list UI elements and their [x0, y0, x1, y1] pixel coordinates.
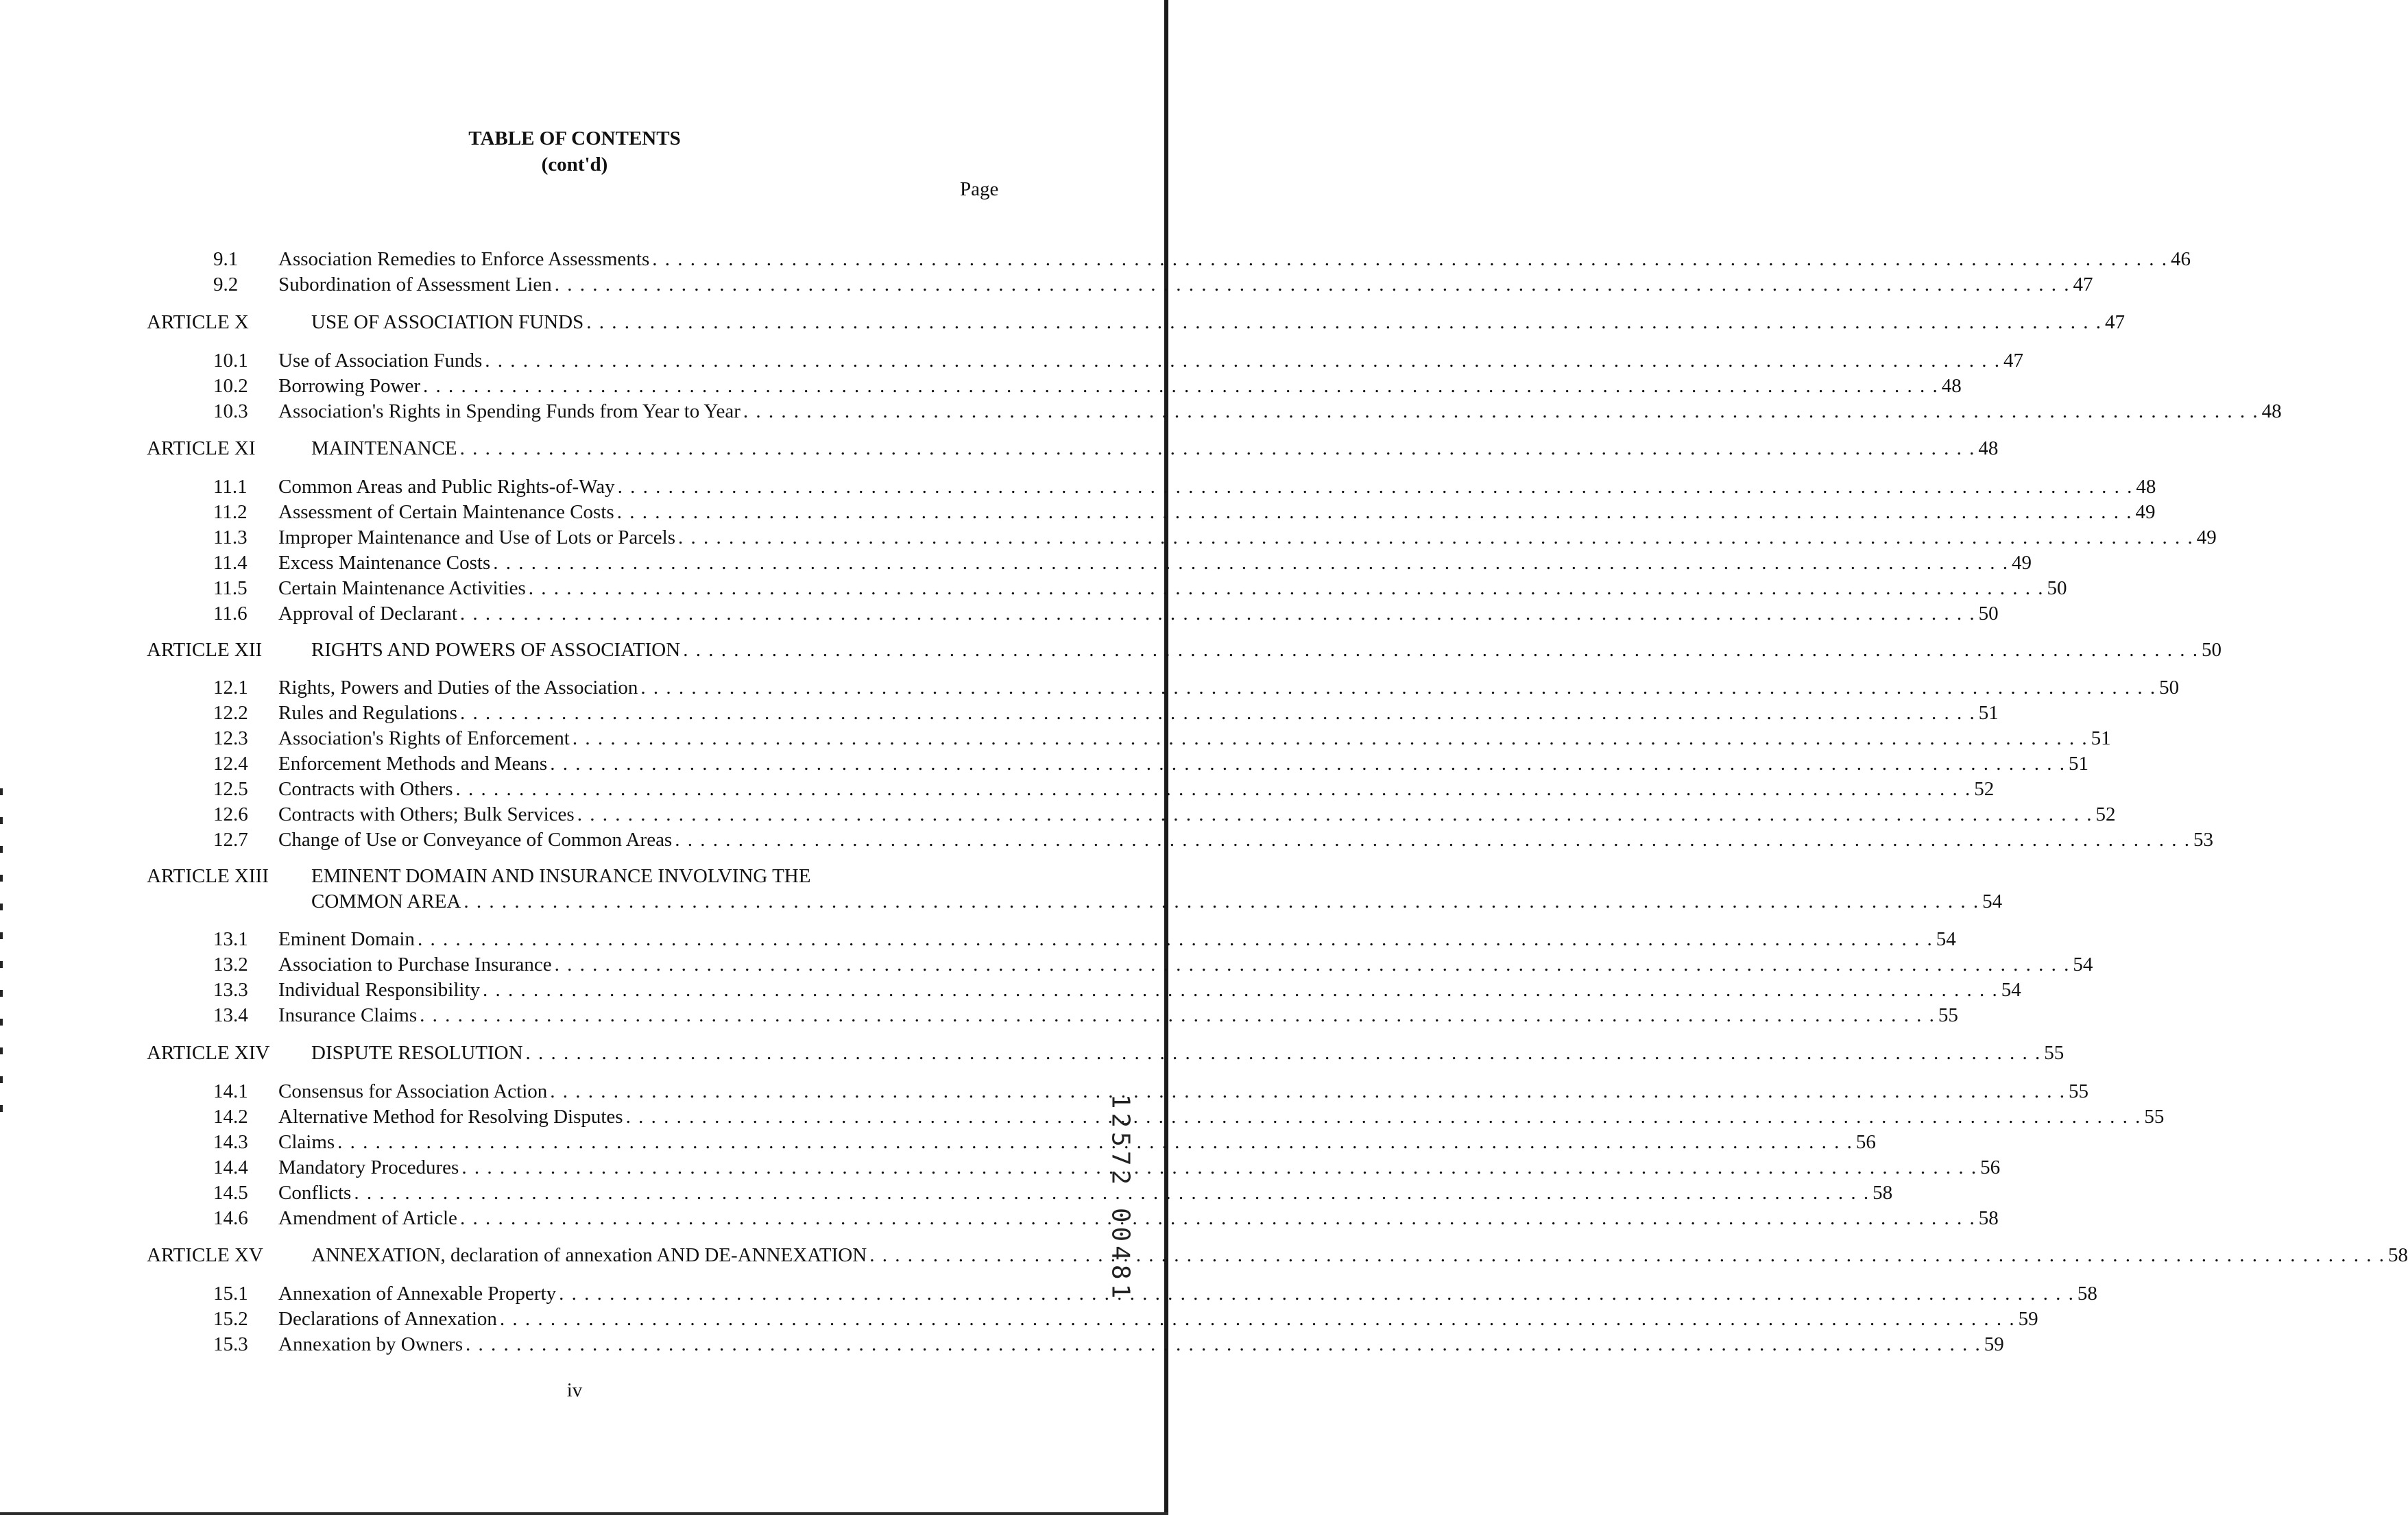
toc-section-row: [0, 952, 2093, 978]
entry-title: Certain Maintenance Activities: [278, 577, 526, 599]
entry-page: 58: [2077, 1283, 2097, 1305]
entry-title: Eminent Domain: [278, 928, 415, 950]
dot-leader: . . . . . . . . . . . . . . . . . . . . . . . . . . . . . . . . . . . . . . . . . . . . . . . . . . . . . . . . . . . . . . . . . . . . . . . . . . . . . . . . . . . . . . . . . . . . . . . . . . . . . . . . . . . . . . . . . . . . . . . .: [617, 476, 2134, 498]
toc-entry: [278, 751, 2088, 777]
entry-page: 54: [1982, 890, 2003, 912]
toc-section-row: [0, 474, 2156, 500]
section-number: 12.1: [213, 677, 248, 699]
dot-leader: . . . . . . . . . . . . . . . . . . . . . . . . . . . . . . . . . . . . . . . . . . . . . . . . . . . . . . . . . . . . . . . . . . . . . . . . . . . . . . . . . . . . . . . . . . . . . . . . . . . . . . . . . . . . . . . . . . . . . . . .: [455, 778, 1972, 800]
section-number: 14.6: [213, 1207, 248, 1229]
entry-title: Association to Purchase Insurance: [278, 954, 552, 975]
document-stamp-text: 12572 00481: [1106, 1093, 1135, 1303]
toc-section-row: [0, 1104, 2165, 1130]
article-number: ARTICLE XV: [147, 1244, 263, 1266]
toc-entry: [278, 978, 2021, 1003]
dot-leader: . . . . . . . . . . . . . . . . . . . . . . . . . . . . . . . . . . . . . . . . . . . . . . . . . . . . . . . . . . . . . . . . . . . . . . . . . . . . . . . . . . . . . . . . . . . . . . . . . . . . . . . . . . . . . . . . . . . . . . . .: [616, 501, 2133, 523]
dot-leader: . . . . . . . . . . . . . . . . . . . . . . . . . . . . . . . . . . . . . . . . . . . . . . . . . . . . . . . . . . . . . . . . . . . . . . . . . . . . . . . . . . . . . . . . . . . . . . . . . . . . . . . . . . . . . . . . . . . . . . . .: [554, 274, 2071, 295]
toc-article-row: [0, 864, 2003, 914]
toc-section-row: [0, 777, 1995, 802]
dot-leader: . . . . . . . . . . . . . . . . . . . . . . . . . . . . . . . . . . . . . . . . . . . . . . . . . . . . . . . . . . . . . . . . . . . . . . . . . . . . . . . . . . . . . . . . . . . . . . . . . . . . . . . . . . . . . . . . . . . . . . . .: [499, 1308, 2016, 1330]
toc-section-row: [0, 525, 2217, 550]
dot-leader: . . . . . . . . . . . . . . . . . . . . . . . . . . . . . . . . . . . . . . . . . . . . . . . . . . . . . . . . . . . . . . . . . . . . . . . . . . . . . . . . . . . . . . . . . . . . . . . . . . . . . . . . . . . . . . . . . . . . . . . .: [550, 753, 2066, 775]
toc-section-row: [0, 1003, 1958, 1028]
section-number: 9.1: [213, 248, 239, 270]
toc-entry: [311, 889, 2003, 914]
toc-entry: [278, 1155, 2001, 1180]
toc-section-row: [0, 675, 2180, 701]
entry-title: Improper Maintenance and Use of Lots or Parcels: [278, 526, 675, 548]
entry-page: 50: [2159, 677, 2180, 699]
entry-title: Amendment of Article: [278, 1207, 457, 1229]
dot-leader: . . . . . . . . . . . . . . . . . . . . . . . . . . . . . . . . . . . . . . . . . . . . . . . . . . . . . . . . . . . . . . . . . . . . . . . . . . . . . . . . . . . . . . . . . . . . . . . . . . . . . . . . . . . . . . . . . . . . . . . .: [485, 350, 2001, 372]
page-number: iv: [566, 1379, 583, 1401]
toc-entry: [278, 1332, 2004, 1357]
entry-page: 48: [1978, 437, 1999, 459]
section-number: 14.1: [213, 1080, 248, 1102]
dot-leader: . . . . . . . . . . . . . . . . . . . . . . . . . . . . . . . . . . . . . . . . . . . . . . . . . . . . . . . . . . . . . . . . . . . . . . . . . . . . . . . . . . . . . . . . . . . . . . . . . . . . . . . . . . . . . . . . . . . . . . . .: [640, 677, 2157, 699]
dot-leader: . . . . . . . . . . . . . . . . . . . . . . . . . . . . . . . . . . . . . . . . . . . . . . . . . . . . . . . . . . . . . . . . . . . . . . . . . . . . . . . . . . . . . . . . . . . . . . . . . . . . . . . . . . . . . . . . . . . . . . . .: [354, 1182, 1870, 1204]
dot-leader: . . . . . . . . . . . . . . . . . . . . . . . . . . . . . . . . . . . . . . . . . . . . . . . . . . . . . . . . . . . . . . . . . . . . . . . . . . . . . . . . . . . . . . . . . . . . . . . . . . . . . . . . . . . . . . . . . . . . . . . .: [525, 1042, 2042, 1064]
article-number: ARTICLE XII: [147, 639, 263, 661]
entry-page: 46: [2171, 248, 2191, 270]
entry-page: 56: [1980, 1156, 2001, 1178]
entry-title: Declarations of Annexation: [278, 1308, 497, 1330]
dot-leader: . . . . . . . . . . . . . . . . . . . . . . . . . . . . . . . . . . . . . . . . . . . . . . . . . . . . . . . . . . . . . . . . . . . . . . . . . . . . . . . . . . . . . . . . . . . . . . . . . . . . . . . . . . . . . . . . . . . . . . . .: [652, 248, 2168, 270]
section-number: 11.5: [213, 577, 248, 599]
entry-title: Conflicts: [278, 1182, 352, 1204]
entry-page: 54: [2073, 954, 2093, 975]
toc-entry: [311, 1243, 2408, 1268]
entry-page: 58: [1873, 1182, 1893, 1204]
dot-leader: . . . . . . . . . . . . . . . . . . . . . . . . . . . . . . . . . . . . . . . . . . . . . . . . . . . . . . . . . . . . . . . . . . . . . . . . . . . . . . . . . . . . . . . . . . . . . . . . . . . . . . . . . . . . . . . . . . . . . . . .: [572, 727, 2088, 749]
dot-leader: . . . . . . . . . . . . . . . . . . . . . . . . . . . . . . . . . . . . . . . . . . . . . . . . . . . . . . . . . . . . . . . . . . . . . . . . . . . . . . . . . . . . . . . . . . . . . . . . . . . . . . . . . . . . . . . . . . . . . . . .: [554, 954, 2071, 975]
toc-subtitle: (cont'd): [541, 154, 608, 175]
entry-page: 54: [1936, 928, 1956, 950]
toc-entry: [278, 500, 2156, 525]
entry-title: Excess Maintenance Costs: [278, 552, 491, 574]
section-number: 14.5: [213, 1182, 248, 1204]
entry-title: Association's Rights in Spending Funds from Year to Year: [278, 400, 741, 422]
toc-entry: [278, 1003, 1958, 1028]
entry-title: Common Areas and Public Rights-of-Way: [278, 476, 615, 498]
toc-entry: [278, 272, 2093, 298]
toc-entry: [278, 1206, 1999, 1231]
section-number: 12.4: [213, 753, 248, 775]
dot-leader: . . . . . . . . . . . . . . . . . . . . . . . . . . . . . . . . . . . . . . . . . . . . . . . . . . . . . . . . . . . . . . . . . . . . . . . . . . . . . . . . . . . . . . . . . . . . . . . . . . . . . . . . . . . . . . . . . . . . . . . .: [459, 603, 1976, 625]
entry-page: 48: [2136, 476, 2156, 498]
dot-leader: . . . . . . . . . . . . . . . . . . . . . . . . . . . . . . . . . . . . . . . . . . . . . . . . . . . . . . . . . . . . . . . . . . . . . . . . . . . . . . . . . . . . . . . . . . . . . . . . . . . . . . . . . . . . . . . . . . . . . . . .: [577, 803, 2093, 825]
toc-entry: [278, 802, 2116, 827]
toc-section-row: [0, 1180, 1893, 1206]
section-number: 14.4: [213, 1156, 248, 1178]
toc-entry: [278, 927, 1956, 952]
dot-leader: . . . . . . . . . . . . . . . . . . . . . . . . . . . . . . . . . . . . . . . . . . . . . . . . . . . . . . . . . . . . . . . . . . . . . . . . . . . . . . . . . . . . . . . . . . . . . . . . . . . . . . . . . . . . . . . . . . . . . . . .: [675, 829, 2191, 851]
entry-page: 54: [2001, 979, 2021, 1001]
entry-title: USE OF ASSOCIATION FUNDS: [311, 311, 584, 333]
toc-section-row: [0, 1079, 2089, 1104]
toc-section-row: [0, 247, 2191, 272]
section-number: 14.2: [213, 1106, 248, 1128]
section-number: 13.4: [213, 1004, 248, 1026]
toc-entry: [278, 474, 2156, 500]
entry-title: Mandatory Procedures: [278, 1156, 459, 1178]
toc-entry: [278, 374, 1962, 399]
toc-section-row: [0, 1130, 1876, 1155]
toc-section-row: [0, 927, 1956, 952]
entry-page: 55: [2069, 1080, 2089, 1102]
dot-leader: . . . . . . . . . . . . . . . . . . . . . . . . . . . . . . . . . . . . . . . . . . . . . . . . . . . . . . . . . . . . . . . . . . . . . . . . . . . . . . . . . . . . . . . . . . . . . . . . . . . . . . . . . . . . . . . . . . . . . . . .: [483, 979, 1999, 1001]
section-number: 10.3: [213, 400, 248, 422]
toc-entry: [311, 436, 1999, 461]
section-number: 15.2: [213, 1308, 248, 1330]
entry-page: 58: [1978, 1207, 1999, 1229]
toc-article-row: [0, 1041, 2064, 1066]
toc-section-row: [0, 701, 1999, 726]
toc-section-row: [0, 827, 2213, 853]
toc-entry: [278, 827, 2213, 853]
toc-entry: [278, 576, 2067, 601]
entry-title: Alternative Method for Resolving Disputes: [278, 1106, 623, 1128]
entry-title: Subordination of Assessment Lien: [278, 274, 552, 295]
toc-entry: [278, 701, 1999, 726]
toc-entry: [278, 348, 2023, 374]
dot-leader: . . . . . . . . . . . . . . . . . . . . . . . . . . . . . . . . . . . . . . . . . . . . . . . . . . . . . . . . . . . . . . . . . . . . . . . . . . . . . . . . . . . . . . . . . . . . . . . . . . . . . . . . . . . . . . . . . . . . . . . .: [466, 1333, 1982, 1355]
toc-entry: [278, 1180, 1893, 1206]
entry-page: 59: [1984, 1333, 2004, 1355]
toc-article-row: [0, 436, 1999, 461]
toc-section-row: [0, 374, 1962, 399]
dot-leader: . . . . . . . . . . . . . . . . . . . . . . . . . . . . . . . . . . . . . . . . . . . . . . . . . . . . . . . . . . . . . . . . . . . . . . . . . . . . . . . . . . . . . . . . . . . . . . . . . . . . . . . . . . . . . . . . . . . . . . . .: [417, 928, 1934, 950]
dot-leader: . . . . . . . . . . . . . . . . . . . . . . . . . . . . . . . . . . . . . . . . . . . . . . . . . . . . . . . . . . . . . . . . . . . . . . . . . . . . . . . . . . . . . . . . . . . . . . . . . . . . . . . . . . . . . . . . . . . . . . . .: [550, 1080, 2067, 1102]
entry-page: 53: [2193, 829, 2213, 851]
toc-section-row: [0, 1307, 2038, 1332]
entry-page: 51: [2091, 727, 2111, 749]
toc-section-row: [0, 726, 2111, 751]
section-number: 13.2: [213, 954, 248, 975]
entry-page: 49: [2012, 552, 2032, 574]
entry-title: DISPUTE RESOLUTION: [311, 1042, 523, 1064]
toc-entry: [278, 675, 2180, 701]
article-number: ARTICLE XI: [147, 437, 256, 459]
dot-leader: . . . . . . . . . . . . . . . . . . . . . . . . . . . . . . . . . . . . . . . . . . . . . . . . . . . . . . . . . . . . . . . . . . . . . . . . . . . . . . . . . . . . . . . . . . . . . . . . . . . . . . . . . . . . . . . . . . . . . . . .: [337, 1131, 1853, 1153]
toc-title: TABLE OF CONTENTS: [468, 128, 681, 149]
entry-page: 48: [2261, 400, 2282, 422]
entry-page: 56: [1855, 1131, 1876, 1153]
entry-page: 51: [2068, 753, 2088, 775]
entry-title: Association's Rights of Enforcement: [278, 727, 570, 749]
entry-page: 55: [2044, 1042, 2064, 1064]
article-number: ARTICLE X: [147, 311, 249, 333]
toc-entry: [278, 550, 2032, 576]
entry-title: Approval of Declarant: [278, 603, 457, 625]
toc-section-row: [0, 550, 2032, 576]
section-number: 14.3: [213, 1131, 248, 1153]
entry-page: 59: [2018, 1308, 2038, 1330]
entry-title: Contracts with Others; Bulk Services: [278, 803, 575, 825]
toc-article-row: [0, 638, 2222, 663]
entry-page: 55: [2144, 1106, 2165, 1128]
entry-title: Individual Responsibility: [278, 979, 481, 1001]
dot-leader: . . . . . . . . . . . . . . . . . . . . . . . . . . . . . . . . . . . . . . . . . . . . . . . . . . . . . . . . . . . . . . . . . . . . . . . . . . . . . . . . . . . . . . . . . . . . . . . . . . . . . . . . . . . . . . . . . . . . . . . .: [420, 1004, 1936, 1026]
section-number: 11.2: [213, 501, 248, 523]
toc-entry: [278, 1104, 2165, 1130]
dot-leader: . . . . . . . . . . . . . . . . . . . . . . . . . . . . . . . . . . . . . . . . . . . . . . . . . . . . . . . . . . . . . . . . . . . . . . . . . . . . . . . . . . . . . . . . . . . . . . . . . . . . . . . . . . . . . . . . . . . . . . . .: [459, 1207, 1976, 1229]
entry-page: 50: [1978, 603, 1999, 625]
entry-title: COMMON AREA: [311, 890, 461, 912]
section-number: 10.1: [213, 350, 248, 372]
toc-section-row: [0, 1206, 1999, 1231]
toc-entry: [278, 1281, 2097, 1307]
entry-page: 52: [1974, 778, 1995, 800]
entry-title: Use of Association Funds: [278, 350, 483, 372]
section-number: 13.1: [213, 928, 248, 950]
dot-leader: . . . . . . . . . . . . . . . . . . . . . . . . . . . . . . . . . . . . . . . . . . . . . . . . . . . . . . . . . . . . . . . . . . . . . . . . . . . . . . . . . . . . . . . . . . . . . . . . . . . . . . . . . . . . . . . . . . . . . . . .: [869, 1244, 2385, 1266]
toc-article-row: [0, 310, 2125, 335]
toc-entry: [278, 399, 2282, 424]
entry-title: Insurance Claims: [278, 1004, 418, 1026]
toc-section-row: [0, 272, 2093, 298]
dot-leader: . . . . . . . . . . . . . . . . . . . . . . . . . . . . . . . . . . . . . . . . . . . . . . . . . . . . . . . . . . . . . . . . . . . . . . . . . . . . . . . . . . . . . . . . . . . . . . . . . . . . . . . . . . . . . . . . . . . . . . . .: [625, 1106, 2142, 1128]
entry-title: RIGHTS AND POWERS OF ASSOCIATION: [311, 639, 681, 661]
page-column-label: Page: [960, 178, 999, 200]
toc-section-row: [0, 1155, 2001, 1180]
dot-leader: . . . . . . . . . . . . . . . . . . . . . . . . . . . . . . . . . . . . . . . . . . . . . . . . . . . . . . . . . . . . . . . . . . . . . . . . . . . . . . . . . . . . . . . . . . . . . . . . . . . . . . . . . . . . . . . . . . . . . . . .: [743, 400, 2259, 422]
article-title-line: EMINENT DOMAIN AND INSURANCE INVOLVING THE: [311, 865, 811, 887]
entry-title: Annexation of Annexable Property: [278, 1283, 557, 1305]
entry-page: 49: [2135, 501, 2156, 523]
section-number: 11.3: [213, 526, 248, 548]
entry-title: Association Remedies to Enforce Assessments: [278, 248, 650, 270]
dot-leader: . . . . . . . . . . . . . . . . . . . . . . . . . . . . . . . . . . . . . . . . . . . . . . . . . . . . . . . . . . . . . . . . . . . . . . . . . . . . . . . . . . . . . . . . . . . . . . . . . . . . . . . . . . . . . . . . . . . . . . . .: [586, 311, 2102, 333]
dot-leader: . . . . . . . . . . . . . . . . . . . . . . . . . . . . . . . . . . . . . . . . . . . . . . . . . . . . . . . . . . . . . . . . . . . . . . . . . . . . . . . . . . . . . . . . . . . . . . . . . . . . . . . . . . . . . . . . . . . . . . . .: [528, 577, 2045, 599]
entry-page: 50: [2201, 639, 2222, 661]
dot-leader: . . . . . . . . . . . . . . . . . . . . . . . . . . . . . . . . . . . . . . . . . . . . . . . . . . . . . . . . . . . . . . . . . . . . . . . . . . . . . . . . . . . . . . . . . . . . . . . . . . . . . . . . . . . . . . . . . . . . . . . .: [423, 375, 1939, 397]
entry-page: 51: [1978, 702, 1999, 724]
toc-section-row: [0, 601, 1999, 627]
section-number: 12.7: [213, 829, 248, 851]
dot-leader: . . . . . . . . . . . . . . . . . . . . . . . . . . . . . . . . . . . . . . . . . . . . . . . . . . . . . . . . . . . . . . . . . . . . . . . . . . . . . . . . . . . . . . . . . . . . . . . . . . . . . . . . . . . . . . . . . . . . . . . .: [463, 890, 1980, 912]
document-stamp: [1106, 1093, 1135, 1303]
dot-leader: . . . . . . . . . . . . . . . . . . . . . . . . . . . . . . . . . . . . . . . . . . . . . . . . . . . . . . . . . . . . . . . . . . . . . . . . . . . . . . . . . . . . . . . . . . . . . . . . . . . . . . . . . . . . . . . . . . . . . . . .: [493, 552, 2010, 574]
toc-entry: [278, 952, 2093, 978]
entry-title: Annexation by Owners: [278, 1333, 463, 1355]
entry-page: 47: [2073, 274, 2093, 295]
dot-leader: . . . . . . . . . . . . . . . . . . . . . . . . . . . . . . . . . . . . . . . . . . . . . . . . . . . . . . . . . . . . . . . . . . . . . . . . . . . . . . . . . . . . . . . . . . . . . . . . . . . . . . . . . . . . . . . . . . . . . . . .: [678, 526, 2194, 548]
section-number: 11.4: [213, 552, 248, 574]
entry-title: Borrowing Power: [278, 375, 421, 397]
dot-leader: . . . . . . . . . . . . . . . . . . . . . . . . . . . . . . . . . . . . . . . . . . . . . . . . . . . . . . . . . . . . . . . . . . . . . . . . . . . . . . . . . . . . . . . . . . . . . . . . . . . . . . . . . . . . . . . . . . . . . . . .: [559, 1283, 2075, 1305]
entry-title: Assessment of Certain Maintenance Costs: [278, 501, 614, 523]
entry-page: 50: [2047, 577, 2067, 599]
toc-entry: [278, 1079, 2089, 1104]
dot-leader: . . . . . . . . . . . . . . . . . . . . . . . . . . . . . . . . . . . . . . . . . . . . . . . . . . . . . . . . . . . . . . . . . . . . . . . . . . . . . . . . . . . . . . . . . . . . . . . . . . . . . . . . . . . . . . . . . . . . . . . .: [459, 702, 1976, 724]
entry-title: Rules and Regulations: [278, 702, 457, 724]
toc-entry: [311, 638, 2222, 663]
toc-entry: [278, 601, 1999, 627]
dot-leader: . . . . . . . . . . . . . . . . . . . . . . . . . . . . . . . . . . . . . . . . . . . . . . . . . . . . . . . . . . . . . . . . . . . . . . . . . . . . . . . . . . . . . . . . . . . . . . . . . . . . . . . . . . . . . . . . . . . . . . . .: [459, 437, 1976, 459]
toc-entry: [311, 1041, 2064, 1066]
toc-section-row: [0, 1281, 2097, 1307]
toc-entry: [278, 1307, 2038, 1332]
entry-title: ANNEXATION, declaration of annexation AND DE-ANNEXATION: [311, 1244, 867, 1266]
section-number: 15.1: [213, 1283, 248, 1305]
entry-title: Enforcement Methods and Means: [278, 753, 548, 775]
entry-title: MAINTENANCE: [311, 437, 457, 459]
section-number: 12.3: [213, 727, 248, 749]
entry-title: Contracts with Others: [278, 778, 453, 800]
toc-entry: [278, 1130, 1876, 1155]
toc-section-row: [0, 751, 2088, 777]
entry-page: 58: [2387, 1244, 2408, 1266]
entry-title: Consensus for Association Action: [278, 1080, 548, 1102]
toc-entry: [278, 247, 2191, 272]
section-number: 12.6: [213, 803, 248, 825]
toc-entry: [278, 777, 1995, 802]
toc-entry: [278, 525, 2217, 550]
toc-section-row: [0, 399, 2282, 424]
toc-section-row: [0, 576, 2067, 601]
section-number: 13.3: [213, 979, 248, 1001]
entry-page: 55: [1938, 1004, 1958, 1026]
entry-title: Change of Use or Conveyance of Common Areas: [278, 829, 673, 851]
section-number: 15.3: [213, 1333, 248, 1355]
section-number: 12.2: [213, 702, 248, 724]
entry-page: 52: [2095, 803, 2116, 825]
section-number: 9.2: [213, 274, 239, 295]
dot-leader: . . . . . . . . . . . . . . . . . . . . . . . . . . . . . . . . . . . . . . . . . . . . . . . . . . . . . . . . . . . . . . . . . . . . . . . . . . . . . . . . . . . . . . . . . . . . . . . . . . . . . . . . . . . . . . . . . . . . . . . .: [461, 1156, 1978, 1178]
section-number: 11.1: [213, 476, 248, 498]
article-number: ARTICLE XIII: [147, 865, 269, 887]
dot-leader: . . . . . . . . . . . . . . . . . . . . . . . . . . . . . . . . . . . . . . . . . . . . . . . . . . . . . . . . . . . . . . . . . . . . . . . . . . . . . . . . . . . . . . . . . . . . . . . . . . . . . . . . . . . . . . . . . . . . . . . .: [683, 639, 2199, 661]
toc-section-row: [0, 802, 2116, 827]
toc-entry: [311, 310, 2125, 335]
toc-section-row: [0, 348, 2023, 374]
entry-page: 47: [2104, 311, 2125, 333]
toc-section-row: [0, 500, 2156, 525]
section-number: 10.2: [213, 375, 248, 397]
toc-article-row: [0, 1243, 2408, 1268]
toc-section-row: [0, 1332, 2004, 1357]
scan-edge-bottom: [0, 1512, 1168, 1515]
entry-page: 47: [2003, 350, 2023, 372]
toc-entry: [278, 726, 2111, 751]
entry-title: Claims: [278, 1131, 335, 1153]
section-number: 11.6: [213, 603, 248, 625]
entry-title: Rights, Powers and Duties of the Association: [278, 677, 638, 699]
entry-page: 49: [2196, 526, 2217, 548]
entry-page: 48: [1941, 375, 1962, 397]
section-number: 12.5: [213, 778, 248, 800]
toc-section-row: [0, 978, 2021, 1003]
article-number: ARTICLE XIV: [147, 1042, 270, 1064]
